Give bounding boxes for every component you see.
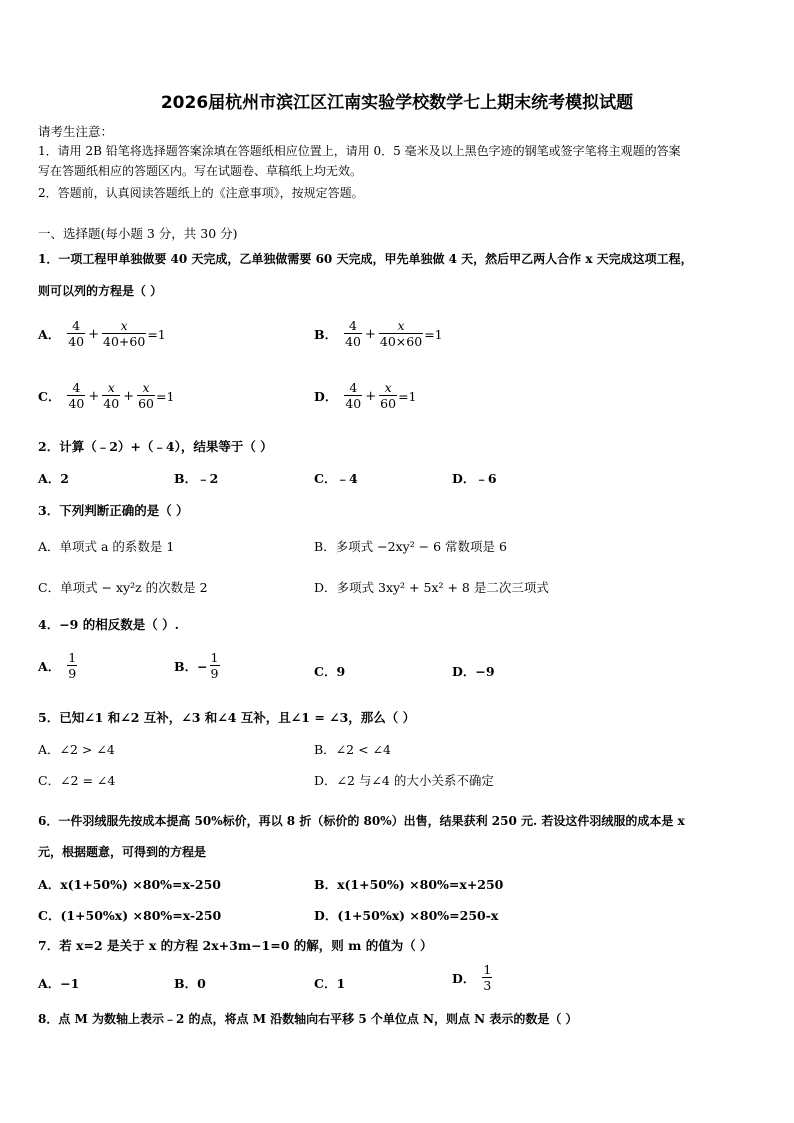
question-2-option-c: C．﹣4 [314,471,358,486]
question-1-stem-line-1: 1．一项工程甲单独做要 40 天完成，乙单独做需要 60 天完成，甲先单独做 4 天，然后甲乙两人合作 x 天完成这项工程， [38,252,693,266]
question-7-stem: 7．若 x=2 是关于 x 的方程 2x+3m−1=0 的解，则 m 的值为（ ） [38,938,433,953]
numerator: x [397,318,405,333]
fraction [344,380,362,412]
fraction [482,962,492,994]
denominator: 40 [345,396,362,411]
question-1-stem-line-2: 则可以列的方程是（ ） [38,284,163,298]
numerator: x [384,380,392,395]
page-title: 2026届杭州市滨江区江南实验学校数学七上期末统考模拟试题 [160,93,634,113]
question-4-option-a [38,650,78,682]
equation-rhs: =1 [424,326,443,342]
denominator: 40×60 [379,334,423,349]
equation-rhs: =1 [155,388,175,404]
question-6-stem-line-1: 6．一件羽绒服先按成本提高 50%标价，再以 8 折（标价的 80%）出售，结果获利 250 元. 若设这件羽绒服的成本是 x [38,814,685,828]
denominator: 40 [345,334,361,349]
option-label: D． [452,971,476,986]
question-3-option-a: A．单项式 a 的系数是 1 [38,539,175,554]
denominator: 3 [483,978,492,993]
notice-item-1-line-2: 写在答题纸相应的答题区内。写在试题卷、草稿纸上均无效。 [38,164,363,178]
equation-rhs: =1 [147,326,166,342]
numerator: 4 [349,318,357,333]
question-3-stem: 3．下列判断正确的是（ ） [38,503,189,518]
numerator: 1 [68,650,77,665]
fraction [102,318,146,350]
question-4-option-c: C．9 [314,664,346,679]
denominator: 60 [138,396,154,411]
option-label: C． [38,389,61,404]
fraction [67,318,85,350]
question-6-option-c: C．(1+50%x) ×80%=x-250 [38,908,222,923]
denominator: 40 [68,396,85,411]
question-5-stem: 5．已知∠1 和∠2 互补，∠3 和∠4 互补，且∠1 = ∠3，那么（ ） [38,710,416,725]
question-5-option-c: C．∠2 = ∠4 [38,773,116,788]
question-5-option-b: B．∠2 < ∠4 [314,742,391,757]
denominator: 40+60 [103,334,146,349]
question-2-stem: 2．计算（﹣2）+（﹣4），结果等于（ ） [38,439,273,454]
fraction [67,650,77,682]
denominator: 9 [210,666,219,681]
question-3-option-b: B．多项式 −2xy² − 6 常数项是 6 [314,539,507,554]
question-6-stem-line-2: 元，根据题意，可得到的方程是 [38,845,207,859]
numerator: 1 [483,962,492,977]
fraction [102,380,120,412]
question-6-option-d: D．(1+50%x) ×80%=250-x [314,908,499,923]
section-heading: 一、选择题(每小题 3 分，共 30 分) [38,226,238,241]
numerator: 4 [349,380,358,395]
question-5-option-a: A．∠2 > ∠4 [38,742,115,757]
numerator: 1 [210,650,219,665]
question-7-option-d [452,962,493,994]
question-6-option-a: A．x(1+50%) ×80%=x-250 [38,877,222,892]
question-4-option-b [174,650,221,682]
denominator: 40 [103,396,120,411]
question-1-option-b: B． $\frac{4}{40}$ + $\frac{x}{40\times 60}$ =1 [314,318,443,349]
denominator: 9 [68,666,77,681]
question-1-option-d: D． $\frac{4}{40}$ + $\frac{x}{60}$ =1 [314,380,417,411]
question-4-option-d: D．−9 [452,664,495,679]
denominator: 40 [68,334,85,349]
option-label: A． [38,327,61,342]
question-3-option-d: D．多项式 3xy² + 5x² + 8 是二次三项式 [314,580,549,595]
fraction [67,380,85,412]
option-label: B． [314,327,338,342]
question-5-option-d: D．∠2 与∠4 的大小关系不确定 [314,773,494,788]
numerator: 4 [72,380,81,395]
question-1-option-c: C． $\frac{4}{40}$ + $\frac{x}{40}$ + $\frac{x}{60}$ =1 [38,380,175,411]
option-label: A． [38,659,61,674]
equation-rhs: =1 [398,388,417,404]
notice-item-2: 2．答题前，认真阅读答题纸上的《注意事项》，按规定答题。 [38,186,364,200]
question-7-option-b: B．0 [174,976,206,991]
fraction [344,318,362,350]
denominator: 60 [380,396,397,411]
fraction [379,380,397,412]
question-2-option-b: B．﹣2 [174,471,219,486]
question-2-option-d: D．﹣6 [452,471,497,486]
numerator: 4 [72,318,81,333]
notice-item-1-line-1: 1．请用 2B 铅笔将选择题答案涂填在答题纸相应位置上，请用 0．5 毫米及以上黑色字迹的钢笔或签字笔将主观题的答案 [38,144,681,158]
notice-heading: 请考生注意： [38,124,114,139]
option-label: D． [314,389,338,404]
fraction [210,650,220,682]
option-label: B．− [174,659,208,674]
question-6-option-b: B．x(1+50%) ×80%=x+250 [314,877,504,892]
question-4-stem: 4．−9 的相反数是（ ）. [38,617,179,632]
numerator: x [120,318,128,333]
fraction [137,380,155,412]
question-2-option-a: A．2 [38,471,69,486]
fraction [379,318,423,350]
numerator: x [107,380,115,395]
question-7-option-c: C．1 [314,976,346,991]
question-1-option-a: A． $\frac{4}{40}$ + $\frac{x}{40+60}$ =1 [38,318,166,349]
numerator: x [142,380,150,395]
question-7-option-a: A．−1 [38,976,80,991]
question-8-stem: 8．点 M 为数轴上表示﹣2 的点，将点 M 沿数轴向右平移 5 个单位点 N，则点 N 表示的数是（ ） [38,1012,578,1026]
question-3-option-c: C．单项式 − xy²z 的次数是 2 [38,580,208,595]
